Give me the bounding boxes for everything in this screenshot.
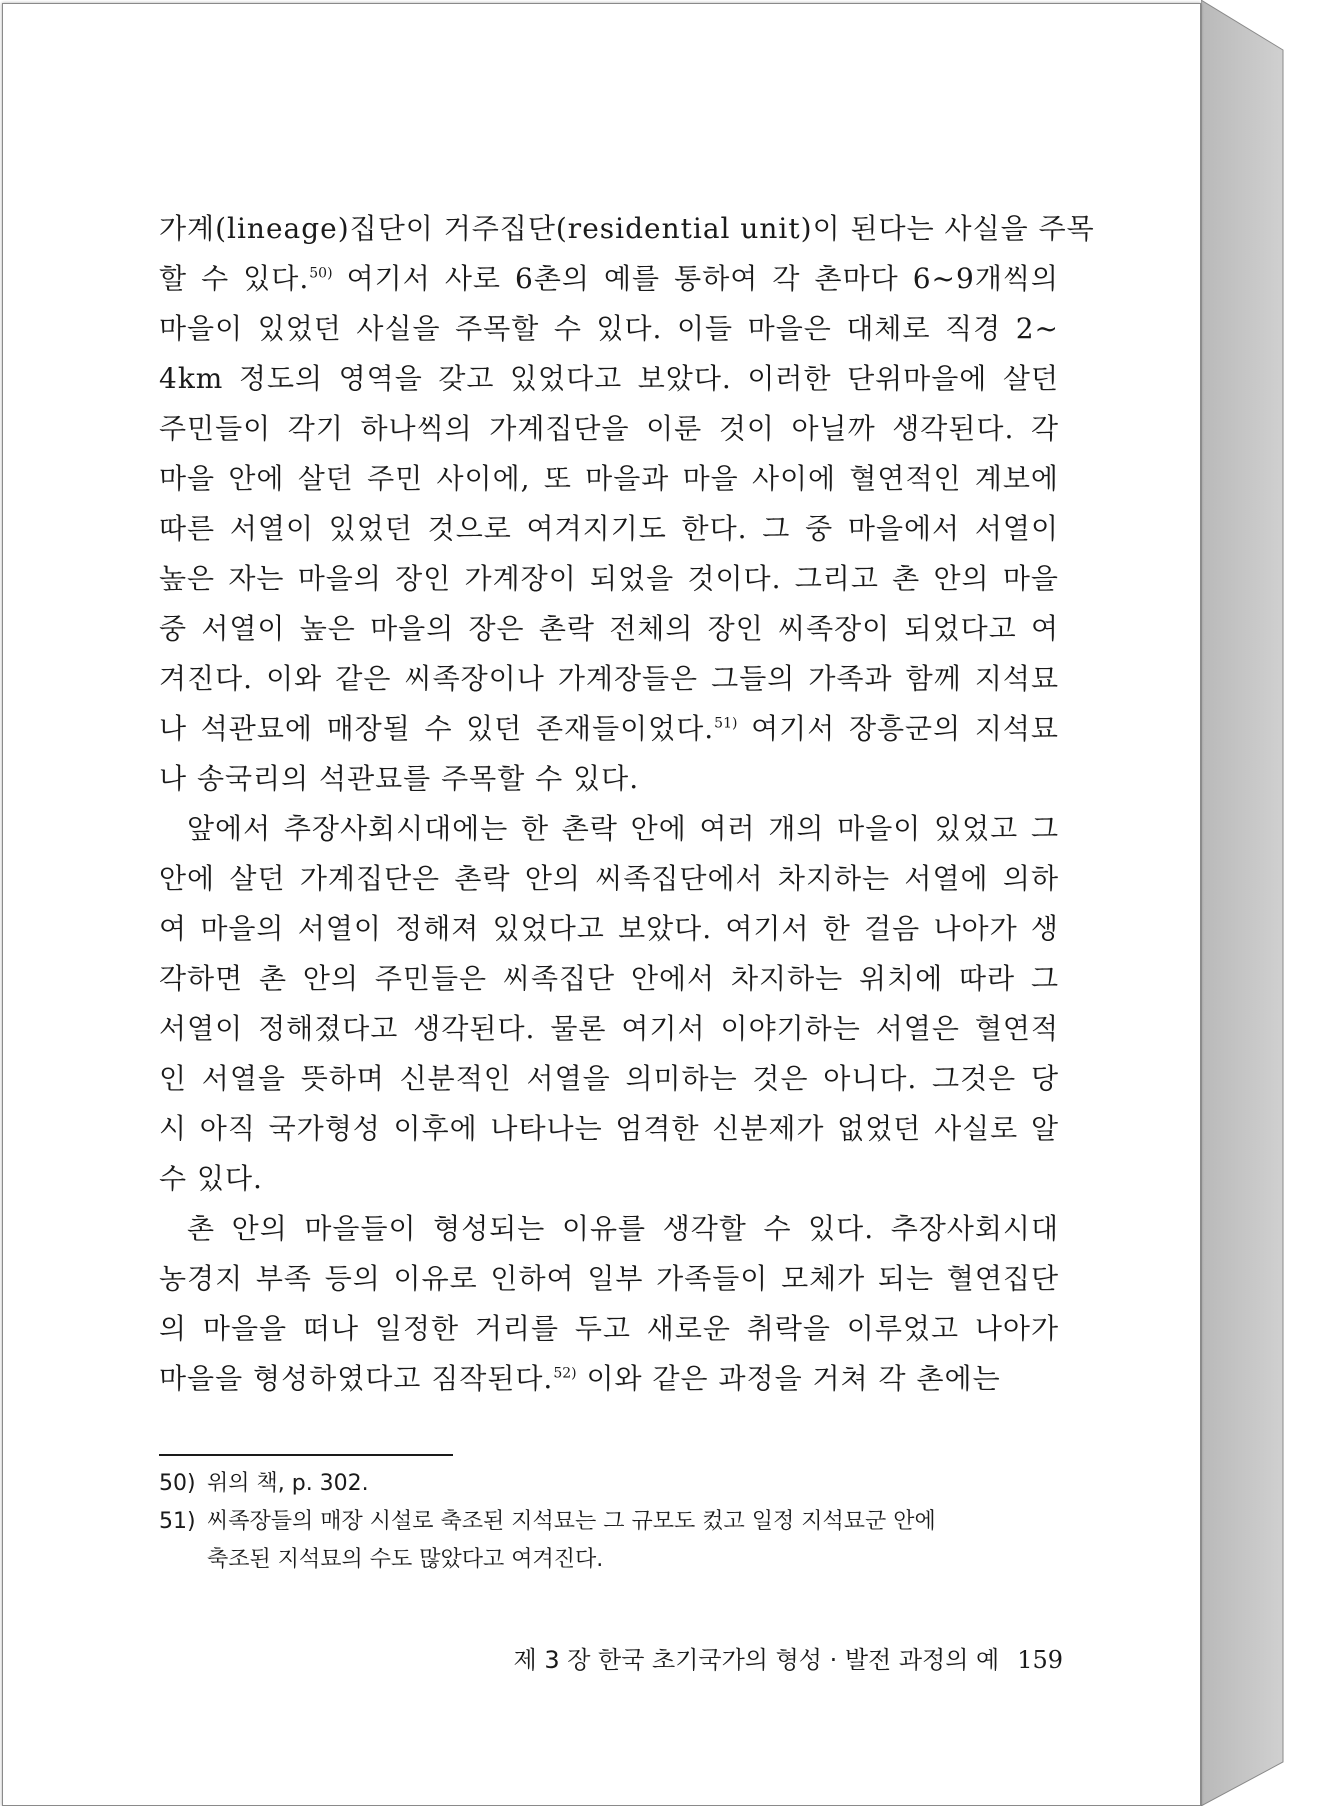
text-line: 따른 서열이 있었던 것으로 여겨지기도 한다. 그 중 마을에서 서열이: [159, 512, 1059, 545]
book-side-edge: [1201, 0, 1319, 1806]
running-footer: [483, 1640, 1063, 1675]
text-line: 중 서열이 높은 마을의 장은 촌락 전체의 장인 씨족장이 되었다고 여: [159, 612, 1059, 645]
text-line: 수 있다.: [159, 1162, 263, 1195]
text-line: 앞에서 추장사회시대에는 한 촌락 안에 여러 개의 마을이 있었고 그: [187, 812, 1059, 845]
text-line: 주민들이 각기 하나씩의 가계집단을 이룬 것이 아닐까 생각된다. 각: [159, 412, 1059, 445]
text-line: [159, 1354, 1059, 1404]
text-segment: 나 석관묘에 매장될 수 있던 존재들이었다.: [159, 712, 715, 745]
text-line: [159, 704, 1059, 754]
text-segment: 할 수 있다.: [159, 262, 310, 295]
footnote-number: 51): [159, 1509, 196, 1534]
text-line: 나 송국리의 석관묘를 주목할 수 있다.: [159, 762, 640, 795]
footnotes: [159, 1465, 1059, 1579]
footnote-continuation: 축조된 지석묘의 수도 많았다고 여겨진다.: [207, 1547, 604, 1572]
footnote-reference: 50): [309, 265, 333, 282]
book-page: [2, 3, 1201, 1806]
footnote-reference: 52): [553, 1365, 577, 1382]
text-line: 4km 정도의 영역을 갖고 있었다고 보았다. 이러한 단위마을에 살던: [159, 362, 1059, 395]
footnote-rule: [159, 1454, 453, 1456]
text-line: 시 아직 국가형성 이후에 나타나는 엄격한 신분제가 없었던 사실로 알: [159, 1112, 1059, 1145]
text-line: 안에 살던 가계집단은 촌락 안의 씨족집단에서 차지하는 서열에 의하: [159, 862, 1059, 895]
text-line: 높은 자는 마을의 장인 가계장이 되었을 것이다. 그리고 촌 안의 마을: [159, 562, 1059, 595]
text-line: 서열이 정해졌다고 생각된다. 물론 여기서 이야기하는 서열은 혈연적: [159, 1012, 1059, 1045]
running-title: 제 3 장 한국 초기국가의 형성 · 발전 과정의 예: [513, 1646, 1000, 1674]
footnote-text: 씨족장들의 매장 시설로 축조된 지석묘는 그 규모도 컸고 일정 지석묘군 안에: [207, 1509, 936, 1534]
text-line: 가계(lineage)집단이 거주집단(residential unit)이 된다는 사실을 주목: [159, 212, 1095, 245]
footnote-number: 50): [159, 1471, 196, 1496]
text-line: 여 마을의 서열이 정해져 있었다고 보았다. 여기서 한 걸음 나아가 생: [159, 912, 1059, 945]
text-line: 촌 안의 마을들이 형성되는 이유를 생각할 수 있다. 추장사회시대: [187, 1212, 1059, 1245]
text-line: 마을 안에 살던 주민 사이에, 또 마을과 마을 사이에 혈연적인 계보에: [159, 462, 1059, 495]
text-segment: 마을을 형성하였다고 짐작된다.: [159, 1362, 554, 1395]
text-line: 각하면 촌 안의 주민들은 씨족집단 안에서 차지하는 위치에 따라 그: [159, 962, 1059, 995]
text-segment: 여기서 사로 6촌의 예를 통하여 각 촌마다 6~9개씩의: [332, 262, 1059, 295]
body-text: [159, 204, 1095, 1404]
text-line: 겨진다. 이와 같은 씨족장이나 가계장들은 그들의 가족과 함께 지석묘: [159, 662, 1059, 695]
footnote-text: 위의 책, p. 302.: [207, 1471, 369, 1496]
footnote: [159, 1465, 1059, 1503]
text-line: 인 서열을 뜻하며 신분적인 서열을 의미하는 것은 아니다. 그것은 당: [159, 1062, 1059, 1095]
page-number: 159: [1017, 1646, 1063, 1674]
footnote-reference: 51): [714, 715, 738, 732]
text-segment: 이와 같은 과정을 거쳐 각 촌에는: [576, 1362, 1001, 1395]
text-line: 마을이 있었던 사실을 주목할 수 있다. 이들 마을은 대체로 직경 2~: [159, 312, 1059, 345]
text-line: 의 마을을 떠나 일정한 거리를 두고 새로운 취락을 이루었고 나아가: [159, 1312, 1059, 1345]
footnote: [159, 1503, 1059, 1541]
text-line: [159, 254, 1059, 304]
text-segment: 여기서 장흥군의 지석묘: [737, 712, 1059, 745]
text-line: 농경지 부족 등의 이유로 인하여 일부 가족들이 모체가 되는 혈연집단: [159, 1262, 1059, 1295]
